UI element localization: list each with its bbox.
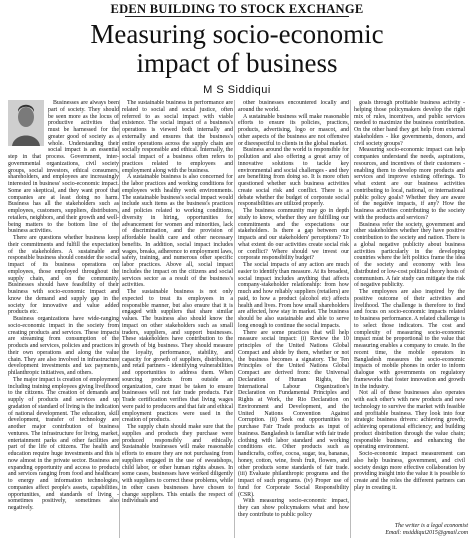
paragraph: Socio-economic impact measurement can also help business, government, and civil society design more effective collaboration by providing insight into the value it is possible to create and the roles the different partners can play in creating it. — [354, 451, 465, 491]
paragraph: A sustainable business is also concerned for the labor practices and working conditions for employees with healthy work environments. The sustainable business's social impact would include such items as the business's practices and policies related to working conditions, diversity in hiring, opportunities for advancement for women and minorities, lack of discrimination, and the provision of affordable health care and other necessary benefits. In addition, social impact includes wages, breaks, adherence to employment laws, safety, training, and numerous other specific labor practices. Above all, social impact includes the impact on the citizens and social services sector as a result of the business's activities. — [122, 174, 233, 289]
article-column-4 — [354, 100, 465, 520]
paragraph: other businesses encountered locally and around the world. — [238, 100, 349, 113]
paragraph: Business refer the society, government and other stakeholders whether they have positive contribution to the society and nation. There is a global negative publicity about business activities particularly in the developing countries where the left politics frame the idea of the society and economy with less distributed or low-cost political theory hosts of communism. A fair study can mitigate the risk of negative publicity. — [354, 221, 465, 289]
paragraph: The sustainable business is not only expected to treat its employees in a responsible manner, but also ensure that it is engaged with suppliers that share similar values. The business also should know the impact on other stakeholders such as small traders, suppliers, and support businesses. These stakeholders have contribution to the growth of big business. They should measure the loyalty, performance, stability, and capacity for growth of suppliers, distributors, and retail partners - identifying vulnerabilities and opportunities to address them. When sourcing products from outside an organization, care must be taken to ensure businesses will not fair trade products. Fair Trade certification verifies that living wages were paid to producers and that fair and ethical employment practices were used in the creation of products. — [122, 289, 233, 424]
paragraph: Business around the world is responsible for pollution and also offering a great array of innovative solutions to tackle key environmental and social challenges - and they are benefiting from doing so. It is more often questioned whether such business activities create social risk and conflict. There is a debate whether the budget of corporate social responsibilities are utilized properly. — [238, 147, 349, 208]
paragraph: The employees are also inspired by the positive outcome of their activities and livelihood. The challenge is therefore to find and focus on socio-economic impacts related to business performance. A related challenge is to select those indicators. The cost and complexity of measuring socio-economic impact must be proportional to the value that measuring enables a company to create. In the recent time, the mobile operators in Bangladesh measures the socio-economic impacts of mobile phones in order to inform dialogue with governments on regulatory frameworks that foster innovation and growth in the industry. — [354, 289, 465, 390]
paragraph: There are some practices that will help measure social impact: (i) Review the 10 principles of the United Nations Global Compact and abide by them, whether or not the business becomes a signatory. The Ten Principles of the United Nations Global Compact are derived from: the Universal Declaration of Human Rights, the International Labour Organization's Declaration on Fundamental Principles and Rights at Work, the Rio Declaration on Environment and Development, and the United Nations Convention Against Corruption. (ii) Seek out opportunities to purchase Fair Trade products as input of business. Bangladesh is familiar with fair trade clothing with labor standard and working conditions etc. Other products such as handicrafts, coffee, cocoa, sugar, tea, bananas, honey, cotton, wine, fresh fruit, flowers, and other products some standards of fair trade. (iii) Evaluate philanthropic programs and the impact of such programs. (iv) Proper use of fund for Corporate Social Responsibility (CSR). — [238, 329, 349, 498]
column-divider — [119, 100, 120, 538]
paragraph: Not all of these businesses also operates with each other's with new products and new technology to survive the market with feasible and profitable business. They look into four strategic business drivers: achieving growth; achieving operational efficiency; and building product distribution through the value chain; responsible business; and enhancing the operating environment. — [354, 390, 465, 451]
paragraph: With measuring socio-economic impact, they can show policymakers what and how they contribute to public policy — [238, 498, 349, 518]
kicker-underline — [125, 16, 349, 17]
paragraph: Business organizations have wide-ranging socio-economic impact in the society from creating products and services. These impacts are streaming from consumption of the products and services, policies and practices in their own operations and along the value chain. They are also involved in infrastructure development investments and tax payments, philanthropic initiatives, and others. — [8, 316, 119, 376]
paragraph: Measuring socio-economic impact can help companies understand the needs, aspirations, resources, and incentives of their customers - enabling them to develop more products and services and improve existing offerings. To what extent are our business activities contributing to local, national, or international public policy goals? Whether they are aware of the negative impacts, if any? How the business activities contributing to the society with the products and services? — [354, 147, 465, 221]
paragraph: A sustainable business will make reasonable efforts to ensure its policies, practices, products, advertising, logo or mascot, and other aspects of the business are not offensive or disrespectful to clients in the global market. — [238, 113, 349, 147]
article-column-3 — [238, 100, 349, 538]
paragraph: The major impact is creation of employment including training employees giving livelihood to the citizens. The creation of demands and supply of products and services and up gradation of standard of living is the indication of national development. The education, skill development, transfer of technology are another major contribution of business ventures. The infrastructure for living, market, entertainment parks and other facilities are part of the life of citizens. The health and education require huge investments and this is now almost in the private sector. Business are expanding opportunity and access to products and services ranging from food and healthcare to energy and information technologies, companies affect people's assets, capabilities, opportunities, and standards of living - sometimes positively, sometimes also negatively. — [8, 376, 119, 511]
article-column-1 — [8, 100, 119, 538]
paragraph: The supply chain should make sure that the supplies and products they purchase were produced responsibly and ethically. Sustainable businesses will make reasonable efforts to ensure they are not purchasing from suppliers engaged in the use of sweatshops, child labor, or other human rights abuses. In some cases, businesses have worked diligently with suppliers to correct these problems, while in other cases businesses have chosen to change suppliers. This entails the respect of individuals and — [122, 424, 233, 505]
paragraph: There are questions whether business keep their commitments and fulfill the expectation of the stakeholders. A sustainable and responsible business should consider the social impact of its business operations on employees, those employed throughout the supply chain, and on the community. Businesses should have feasibility of their business with socio-economic impact and know the demand and supply gap in the society for innovative and value added products etc. — [8, 235, 119, 316]
author-photo — [8, 100, 44, 146]
section-kicker: EDEN BUILDING TO STOCK EXCHANGE — [110, 2, 364, 16]
paragraph: The sustainable business in performance are related to social and social justice, often referred to as social impact with viable existence. The social impact of a business's operations is viewed both internally and externally and ensures that the business's entire operations across the supply chain are socially responsible and ethical. Internally, the social impact of a business often refers to practices related to employees and employment along with the business. — [122, 100, 233, 174]
author-note — [354, 523, 468, 537]
headline-line-1: Measuring socio-economic — [90, 19, 384, 49]
headline-line-2: impact of business — [136, 48, 338, 78]
author-email: Email: msiddiqui2015@gmail.com — [385, 529, 468, 536]
column-divider — [350, 100, 351, 538]
paragraph: The business community may go in depth study to know, whether they are fulfilling our commitments and the expectations our stakeholders. Is there a gap between our impacts and our stakeholders' perceptions? To what extent do our activities create social risk or conflict? Where should we invest our corporate responsibility budget? — [238, 208, 349, 262]
paragraph: The social impacts of any action are much easier to identify than measure. At its broadest, social impact includes anything that affects company-stakeholder relationship: from how much and how reliably suppliers (retailers) are paid, to how a product (alcohol etc) affects health and lives. From how small shareholders are affected, how stay in market. The business should be also sustainable and able to serve long enough to continue the social impacts. — [238, 262, 349, 329]
column-divider — [234, 100, 235, 538]
article-column-2 — [122, 100, 233, 538]
byline: M S Siddiqui — [203, 84, 271, 96]
paragraph: goals through profitable business activity - helping those policymakers develop the right mix of rules, incentives, and public services needed to maximize the business contribution. On the other hand they get help from external stakeholders - like governments, donors, and civil society groups? — [354, 100, 465, 147]
paragraph: Businesses are always been part of society. They should be seen more as the locus of productive activities that must be harnessed for the greater good of society as a whole. Understanding their social impact is an essential step in that process. Government, inter-governmental organizations, civil society groups, social investors, ethical consumers, shareholders, and employees are increasingly interested in business' socio-economic impact. Some are skeptical, and they want proof that companies are at least doing no harm. Business has all the stakeholders such as employees, customers, suppliers, distributors, retailers, neighbors, and their growth and well-being matters to the bottom line of the business activities. — [8, 100, 119, 235]
author-role: The writer is a legal economist — [394, 523, 468, 529]
